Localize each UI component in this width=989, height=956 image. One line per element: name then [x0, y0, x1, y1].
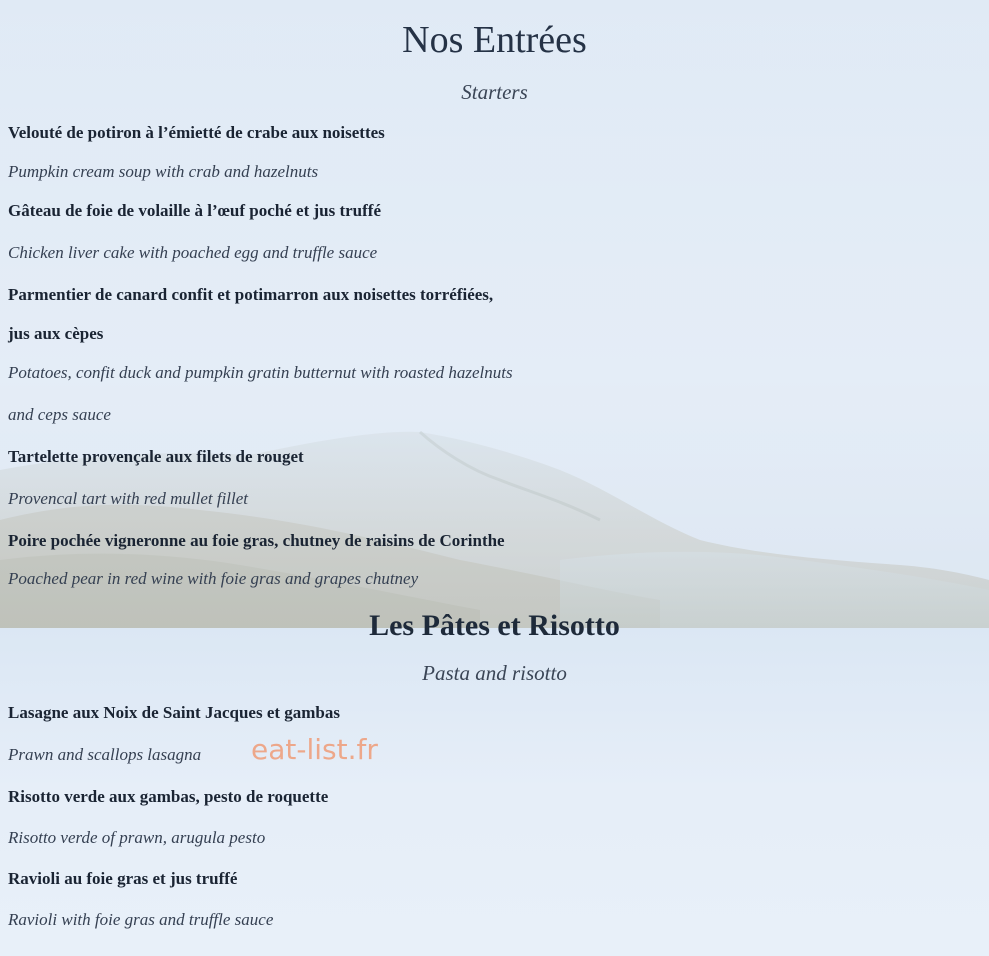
pasta-item-2-fr: Risotto verde aux gambas, pesto de roquette — [8, 787, 329, 806]
pasta-item-3-en: Ravioli with foie gras and truffle sauce — [8, 910, 274, 929]
pasta-title: Les Pâtes et Risotto — [369, 609, 620, 642]
starters-item-3-en-line1: Potatoes, confit duck and pumpkin gratin butternut with roasted hazelnuts — [8, 363, 513, 382]
watermark-logo: eat-list.fr — [251, 733, 378, 766]
pasta-item-2-en: Risotto verde of prawn, arugula pesto — [8, 828, 266, 847]
starters-item-4-fr: Tartelette provençale aux filets de rouget — [8, 447, 304, 466]
starters-item-5-en: Poached pear in red wine with foie gras and grapes chutney — [8, 569, 419, 588]
starters-title: Nos Entrées — [402, 19, 587, 61]
starters-item-1-en: Pumpkin cream soup with crab and hazelnuts — [8, 162, 319, 181]
starters-subtitle: Starters — [461, 80, 528, 104]
pasta-item-1-en: Prawn and scallops lasagna — [8, 745, 202, 764]
starters-item-2-en: Chicken liver cake with poached egg and truffle sauce — [8, 243, 378, 262]
starters-item-1-fr: Velouté de potiron à l’émietté de crabe aux noisettes — [8, 123, 385, 142]
pasta-item-1-fr: Lasagne aux Noix de Saint Jacques et gambas — [8, 703, 341, 722]
starters-item-5-fr: Poire pochée vigneronne au foie gras, chutney de raisins de Corinthe — [8, 531, 505, 550]
starters-item-3-fr-line2: jus aux cèpes — [8, 324, 104, 343]
starters-item-4-en: Provencal tart with red mullet fillet — [8, 489, 249, 508]
pasta-subtitle: Pasta and risotto — [422, 661, 567, 685]
starters-item-2-fr: Gâteau de foie de volaille à l’œuf poché et jus truffé — [8, 201, 381, 220]
starters-item-3-fr-line1: Parmentier de canard confit et potimarron aux noisettes torréfiées, — [8, 285, 494, 304]
starters-item-3-en-line2: and ceps sauce — [8, 405, 111, 424]
pasta-item-3-fr: Ravioli au foie gras et jus truffé — [8, 869, 238, 888]
